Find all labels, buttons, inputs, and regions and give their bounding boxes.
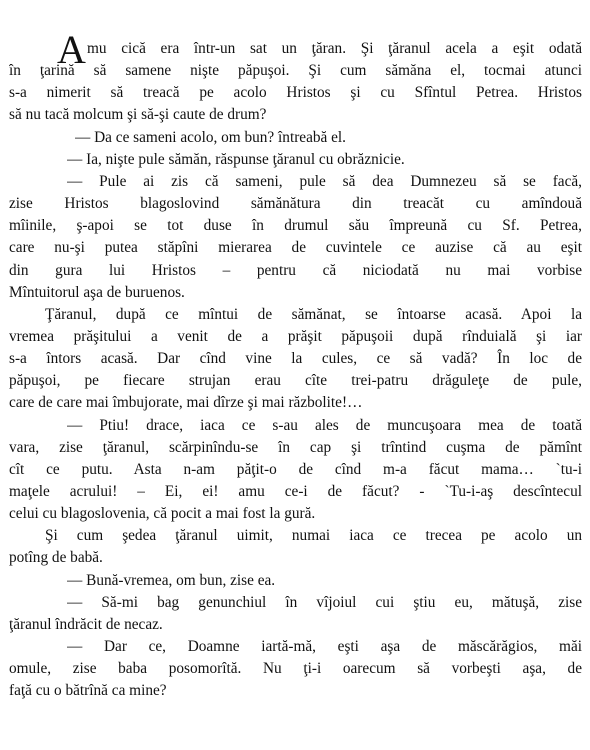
text-line: zise Hristos blagoslovind sămănătura din treacăt cu amîndouă	[9, 195, 582, 213]
text-line: faţă cu o bătrînă ca mine?	[9, 682, 167, 700]
text-line: păpuşoi, pe fiecare strujan erau cîte trei-patru drăguleţe de pule,	[9, 372, 582, 390]
text-line: Şi cum şedea ţăranul uimit, numai iaca ce trecea pe acolo un	[45, 527, 582, 545]
text-line: care nu-şi putea stăpîni mierarea de cuvintele ce auzise că au eşit	[9, 239, 582, 257]
text-line: — Bună-vremea, om bun, zise ea.	[67, 571, 276, 589]
text-line: Mîntuitorul aşa de buruenos.	[9, 283, 185, 301]
text-line: din gura lui Hristos – pentru că niciodată nu mai vorbise	[9, 261, 582, 279]
text-line: mîinile, ş-apoi se tot duse în drumul său împreună cu Sf. Petrea,	[9, 217, 582, 235]
text-line: Ţăranul, după ce mîntui de sămănat, se întoarse acasă. Apoi la	[45, 305, 582, 323]
text-line: vremea prăşitului a venit de a prăşit păpuşoii după rînduială şi iar	[9, 327, 582, 345]
text-line: omule, zise baba posomorîtă. Nu ţi-i oarecum să vorbeşti aşa, de	[9, 660, 582, 678]
text-line: — Ia, nişte pule sămăn, răspunse ţăranul cu obrăznicie.	[67, 150, 405, 168]
text-line: — Să-mi bag genunchiul în vîjoiul cui ştiu eu, mătuşă, zise	[67, 593, 582, 611]
text-line: potîng de babă.	[9, 549, 103, 567]
drop-cap-letter: A	[57, 27, 86, 72]
text-line: — Pule ai zis că sameni, pule să dea Dumnezeu să se facă,	[67, 172, 582, 190]
text-line: care de care mai îmbujorate, mai dîrze şi mai războlite!…	[9, 394, 363, 412]
text-line: mu cică era într-un sat un ţăran. Şi ţăranul acela a eşit odată	[87, 40, 582, 57]
text-line: cît ce putu. Asta n-am păţit-o de cînd m-a făcut mama… `tu-i	[9, 460, 582, 478]
text-line: celui cu blagoslovenia, că pocit a mai fost la gură.	[9, 505, 316, 523]
text-line: vara, zise ţăranul, scărpinîndu-se în cap şi trîntind cuşma de pămînt	[9, 438, 582, 456]
text-line: — Da ce sameni acolo, om bun? întreabă el.	[75, 128, 346, 146]
text-line: maţele acrului! – Ei, ei! amu ce-i de făcut? - `Tu-i-aş descîntecul	[9, 483, 582, 500]
text-line: s-a nimerit să treacă pe acolo Hristos şi cu Sfîntul Petrea. Hristos	[9, 84, 582, 102]
text-line: — Dar ce, Doamne iartă-mă, eşti aşa de măscărăgios, măi	[67, 638, 582, 656]
text-line: — Ptiu! drace, iaca ce s-au ales de muncuşoara mea de toată	[67, 416, 582, 434]
text-line: în ţarină să samene nişte păpuşoi. Şi cum sămăna el, tocmai atunci	[9, 62, 582, 80]
text-line: s-a întors acasă. Dar cînd vine la cules, ce să vadă? În loc de	[9, 350, 582, 368]
text-line: să nu tacă molcum şi să-şi caute de drum?	[9, 106, 267, 124]
text-line: ţăranul îndrăcit de necaz.	[9, 615, 163, 633]
